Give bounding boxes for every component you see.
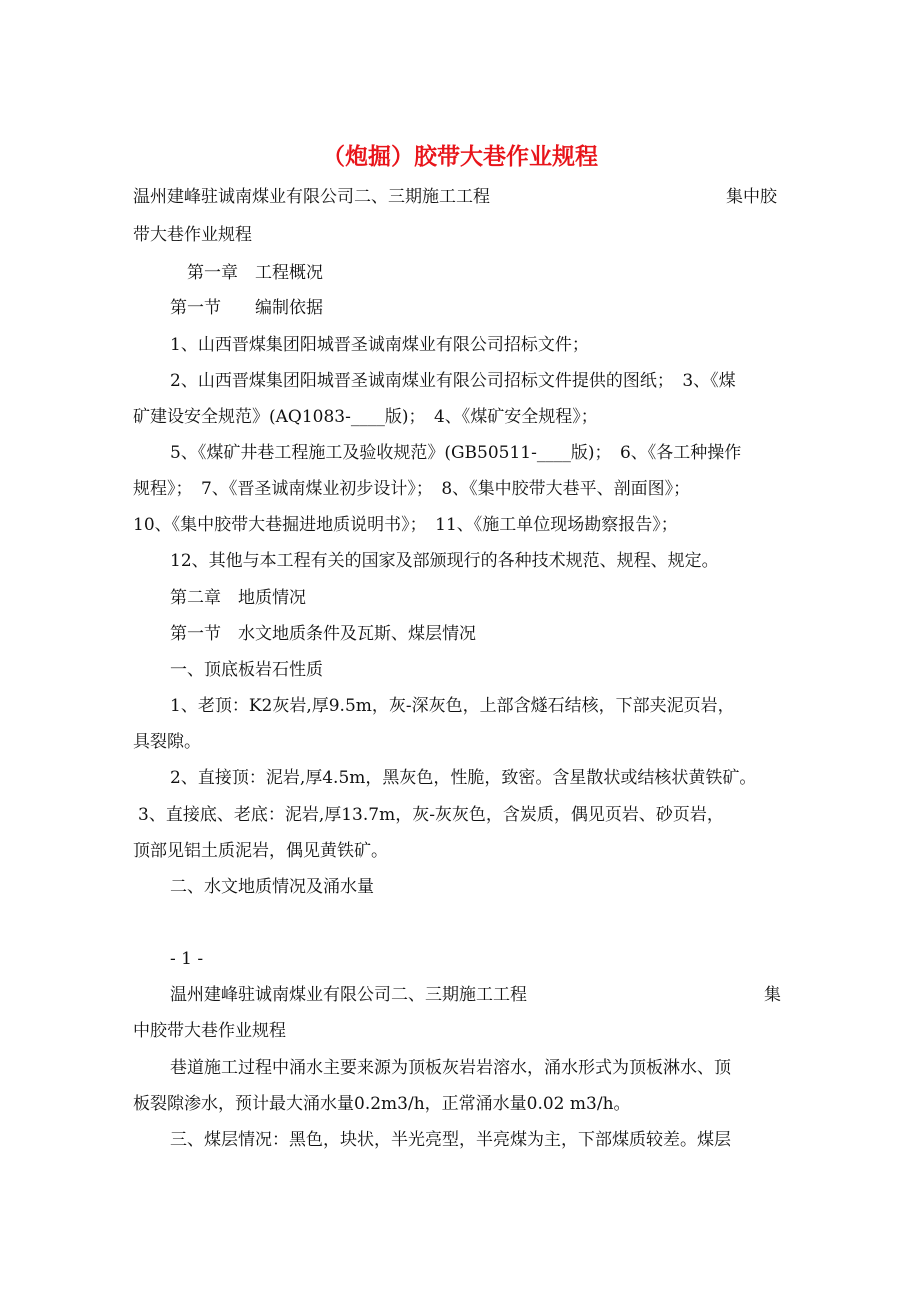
section-heading: 第一节 水文地质条件及瓦斯、煤层情况 xyxy=(170,624,476,644)
paragraph-line: 1、山西晋煤集团阳城晋圣诚南煤业有限公司招标文件； xyxy=(170,335,589,355)
chapter-heading: 第二章 地质情况 xyxy=(170,588,306,608)
paragraph-line: 12、其他与本工程有关的国家及部颁现行的各种技术规范、规程、规定。 xyxy=(170,551,719,571)
paragraph-line: 规程》； 7、《晋圣诚南煤业初步设计》； 8、《集中胶带大巷平、剖面图》； xyxy=(133,479,691,499)
paragraph-line: 矿建设安全规范》(AQ1083-____版)； 4、《煤矿安全规程》； xyxy=(133,407,598,427)
paragraph-line: 顶部见铝土质泥岩，偶见黄铁矿。 xyxy=(133,841,388,861)
paragraph-line: 板裂隙渗水，预计最大涌水量0.2m3/h，正常涌水量0.02 m3/h。 xyxy=(133,1094,631,1114)
running-header-continuation: 带大巷作业规程 xyxy=(133,225,252,245)
paragraph-line: 2、山西晋煤集团阳城晋圣诚南煤业有限公司招标文件提供的图纸； 3、《煤 xyxy=(170,371,736,391)
section-heading: 第一节 编制依据 xyxy=(170,298,323,318)
paragraph-line: 具裂隙。 xyxy=(133,732,201,752)
paragraph-line: 5、《煤矿井巷工程施工及验收规范》(GB50511-____版)； 6、《各工种操作 xyxy=(170,443,742,463)
running-header-right: 集 xyxy=(764,985,781,1005)
chapter-heading: 第一章 工程概况 xyxy=(187,263,323,283)
paragraph-line: 三、煤层情况：黑色，块状，半光亮型，半亮煤为主，下部煤质较差。煤层 xyxy=(170,1130,731,1150)
paragraph-line: 3、直接底、老底：泥岩,厚13.7m，灰-灰灰色，含炭质，偶见页岩、砂页岩， xyxy=(138,805,724,825)
paragraph-line: 巷道施工过程中涌水主要来源为顶板灰岩岩溶水，涌水形式为顶板淋水、顶 xyxy=(170,1058,731,1078)
running-header-right: 集中胶 xyxy=(726,187,777,207)
paragraph-line: 2、直接顶：泥岩,厚4.5m，黑灰色，性脆，致密。含星散状或结核状黄铁矿。 xyxy=(170,768,757,788)
running-header-left: 温州建峰驻诚南煤业有限公司二、三期施工工程 xyxy=(170,985,527,1005)
paragraph-line: 1、老顶：K2灰岩,厚9.5m，灰-深灰色，上部含燧石结核，下部夹泥页岩， xyxy=(170,696,735,716)
running-header-continuation: 中胶带大巷作业规程 xyxy=(133,1021,286,1041)
subsection-heading: 二、水文地质情况及涌水量 xyxy=(170,877,374,897)
running-header-left: 温州建峰驻诚南煤业有限公司二、三期施工工程 xyxy=(133,187,490,207)
subsection-heading: 一、顶底板岩石性质 xyxy=(170,660,323,680)
page-number: - 1 - xyxy=(170,949,204,969)
paragraph-line: 10、《集中胶带大巷掘进地质说明书》； 11、《施工单位现场勘察报告》； xyxy=(133,515,678,535)
document-title: （炮掘）胶带大巷作业规程 xyxy=(322,143,598,170)
